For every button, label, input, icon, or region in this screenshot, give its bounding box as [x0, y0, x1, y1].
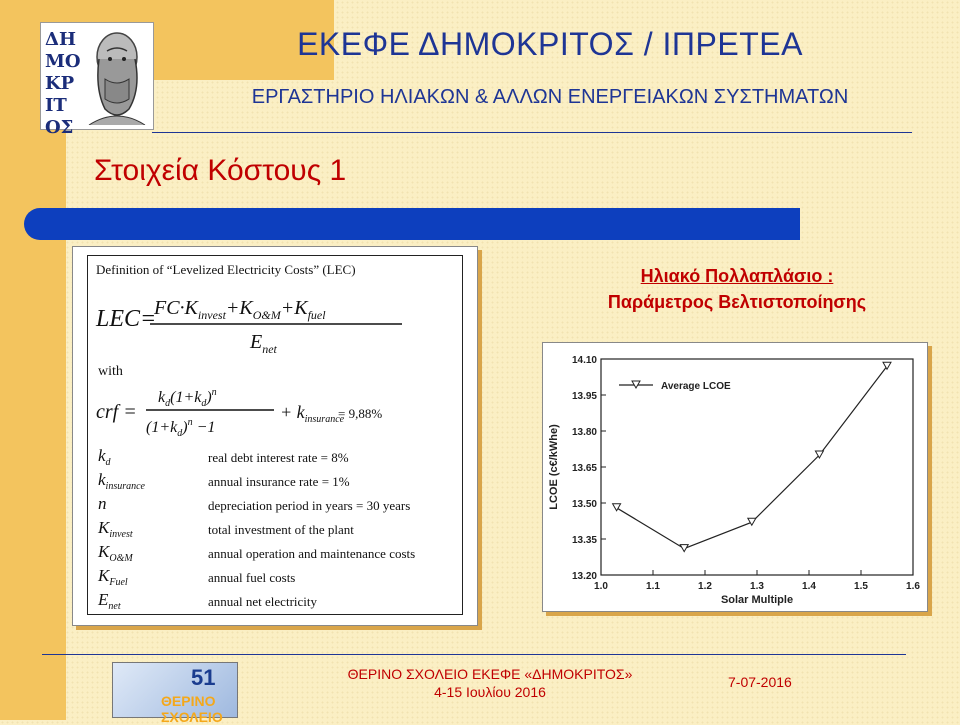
- x-tick-label: 1.5: [854, 581, 868, 592]
- lec-definition-figure: [72, 246, 478, 626]
- variable-subscript: invest: [109, 529, 133, 540]
- variable-description: annual operation and maintenance costs: [208, 546, 416, 561]
- x-tick-label: 1.0: [594, 581, 608, 592]
- variable-symbol: $E_{net}$: [98, 590, 121, 612]
- logo-number: 51: [191, 665, 216, 690]
- x-tick-label: 1.6: [906, 581, 920, 592]
- lec-definition-border: [87, 255, 463, 615]
- footer-date: 7-07-2016: [728, 674, 792, 690]
- variable-description: annual fuel costs: [208, 570, 296, 585]
- variable-subscript: d: [105, 457, 111, 468]
- variable-symbol: $K_{invest}$: [98, 518, 133, 540]
- lec-definition-heading: Definition of “Levelized Electricity Costs” (LEC): [96, 262, 356, 277]
- crf-value: = 9,88%: [338, 406, 383, 421]
- variable-description: annual net electricity: [208, 594, 318, 609]
- data-point-marker: [883, 362, 891, 369]
- y-tick-label: 13.80: [571, 427, 597, 438]
- x-tick-label: 1.1: [646, 581, 660, 592]
- lec-fraction: [150, 290, 410, 356]
- variable-symbol: $k_{insurance}$: [98, 470, 145, 492]
- footer-event-dates: 4-15 Ιουλίου 2016: [434, 684, 546, 700]
- legend-label: Average LCOE: [661, 381, 731, 392]
- svg-text:FC·Kinvest+KO&M+Kfuel: $FC\cdot K_{invest}+K_{O\&M}+K_{fuel}$: [154, 297, 326, 322]
- svg-text:+ kinsurance: + $k_{insurance}$: [280, 402, 345, 425]
- lec-formula: LEC=: [96, 306, 157, 332]
- y-axis-label: LCOE (c€/kWhe): [548, 424, 560, 510]
- x-axis-label: Solar Multiple: [720, 594, 794, 606]
- variable-description: annual insurance rate = 1%: [208, 474, 350, 489]
- chart-heading-2: Παράμετρος Βελτιστοποίησης: [607, 292, 867, 312]
- variable-description: total investment of the plant: [208, 522, 354, 537]
- svg-text:kd(1+kd)n: $k_d(1+k_d)^n$: [158, 387, 217, 409]
- y-tick-label: 13.20: [571, 571, 597, 582]
- variable-row: [98, 470, 458, 492]
- x-tick-label: 1.2: [698, 581, 712, 592]
- variable-row: [98, 566, 458, 588]
- variable-symbol: $k_d$: [98, 446, 111, 468]
- svg-text:(1+kd)n −1: $(1+k_d)^n -1$: [146, 417, 216, 439]
- title-underline-bar: [24, 208, 800, 240]
- y-tick-label: 13.50: [571, 499, 597, 510]
- variable-row: [98, 542, 458, 564]
- variable-description: depreciation period in years = 30 years: [208, 498, 411, 513]
- variable-symbol: $K_{Fuel}$: [98, 566, 128, 588]
- logo-school-text: ΘΕΡΙΝΟ ΣΧΟΛΕΙΟ: [161, 693, 223, 725]
- crf-formula: [96, 380, 466, 444]
- svg-text:Enet: $E_{net}$: [250, 331, 277, 356]
- bust-portrait-icon: [85, 29, 149, 125]
- variable-description: real debt interest rate = 8%: [208, 450, 349, 465]
- page-title: ΕΚΕΦΕ ΔΗΜΟΚΡΙΤΟΣ / ΙΠΡΕΤΕΑ: [297, 26, 803, 62]
- y-tick-label: 13.95: [571, 391, 597, 402]
- header-divider: [152, 132, 912, 133]
- footer-event: ΘΕΡΙΝΟ ΣΧΟΛΕΙΟ ΕΚΕΦΕ «ΔΗΜΟΚΡΙΤΟΣ»: [347, 666, 633, 682]
- lcoe-chart-frame: [542, 342, 928, 612]
- variable-symbol: $K_{O\&M}$: [98, 542, 133, 564]
- svg-text:crf =: crf =: [96, 401, 137, 423]
- plot-area: [601, 359, 913, 575]
- x-tick-label: 1.3: [750, 581, 764, 592]
- variable-subscript: insurance: [105, 481, 145, 492]
- variable-subscript: Fuel: [109, 577, 128, 588]
- logo-text: ΔΗΜΟΚΡΙΤΟΣ: [45, 29, 81, 138]
- variable-symbol: n: [98, 494, 107, 513]
- footer-divider: [42, 654, 906, 655]
- with-label: with: [98, 364, 123, 379]
- variable-subscript: net: [108, 601, 121, 612]
- variable-subscript: O&M: [109, 553, 133, 564]
- variable-row: [98, 494, 458, 516]
- data-point-marker: [748, 518, 756, 525]
- y-tick-label: 13.65: [571, 463, 597, 474]
- variable-row: [98, 446, 458, 468]
- summer-school-logo: [112, 662, 238, 725]
- chart-heading-1: Ηλιακό Πολλαπλάσιο :: [640, 266, 834, 286]
- lcoe-chart: [543, 343, 927, 611]
- slide-title: Στοιχεία Κόστους 1: [94, 154, 347, 187]
- y-tick-label: 13.35: [571, 535, 597, 546]
- page-subtitle: ΕΡΓΑΣΤΗΡΙΟ ΗΛΙΑΚΩΝ & ΑΛΛΩΝ ΕΝΕΡΓΕΙΑΚΩΝ ΣΥΣΤΗΜΑΤΩΝ: [251, 86, 849, 108]
- y-tick-label: 14.10: [571, 355, 597, 366]
- demokritos-logo: [40, 22, 154, 138]
- variable-row: [98, 518, 458, 540]
- x-tick-label: 1.4: [802, 581, 816, 592]
- variable-row: [98, 590, 458, 612]
